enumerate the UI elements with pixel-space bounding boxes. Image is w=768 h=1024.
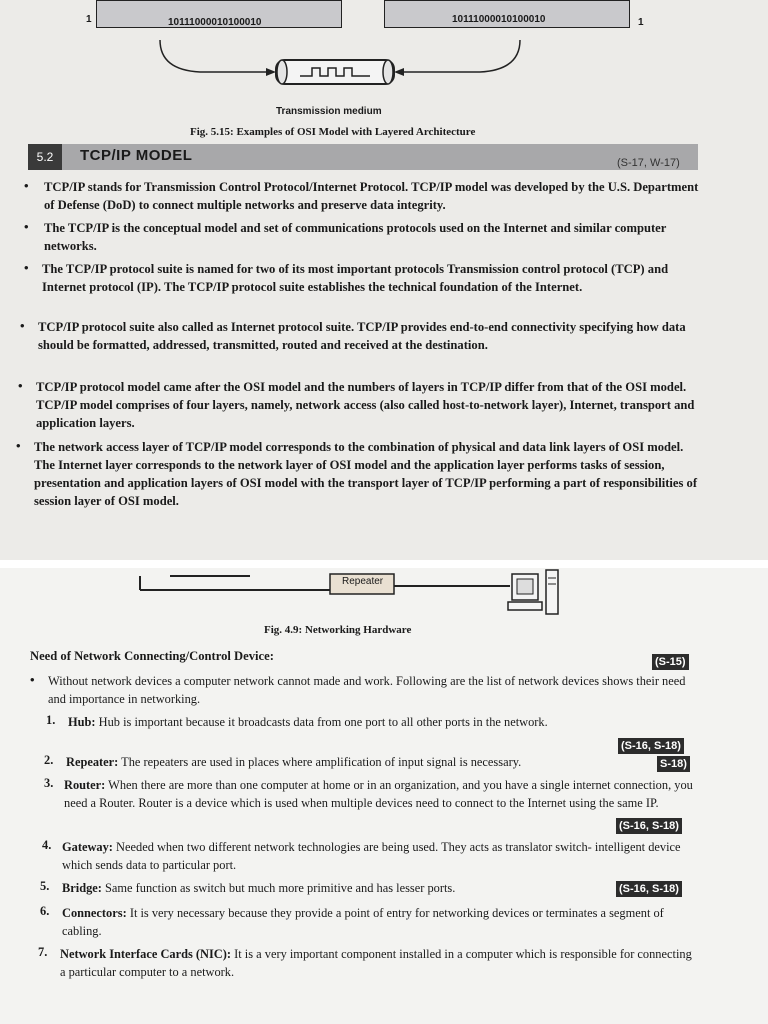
item-number: 3.	[44, 776, 54, 790]
bullet-dot: •	[16, 438, 21, 453]
bullet-dot: •	[18, 378, 23, 393]
medium-label: Transmission medium	[276, 106, 382, 117]
repeater-label: Repeater	[342, 576, 384, 587]
item-title: Hub:	[68, 715, 96, 729]
item-number: 1.	[46, 713, 56, 727]
right-frame-num: 1	[638, 17, 644, 28]
left-frame-bits: 10111000010100010	[168, 17, 262, 28]
top-figure-caption: Fig. 5.15: Examples of OSI Model with Layered Architecture	[190, 126, 476, 138]
section-bullet-5: TCP/IP protocol model came after the OSI model and the numbers of layers in TCP/IP differ from that of the OSI model. TCP/IP model comprises of four layers, namely, network access (also called host-to-network layer), Internet, transport and application layers.	[36, 380, 695, 430]
item-router	[64, 776, 694, 812]
item-tag: (S-16, S-18)	[616, 881, 682, 897]
item-number: 2.	[44, 753, 54, 767]
item-title: Router:	[64, 778, 106, 792]
item-title: Bridge:	[62, 881, 102, 895]
item-tag: (S-16, S-18)	[616, 818, 682, 834]
item-text: When there are more than one computer at home or in an organization, and you have a single internet connection, you need a Router. Router is a device which is used when multiple devices need to connect to the Internet using the same IP.	[64, 778, 693, 810]
need-heading: Need of Network Connecting/Control Device:	[30, 649, 274, 663]
item-repeater	[66, 753, 666, 771]
item-number: 7.	[38, 945, 48, 959]
need-heading-tag: (S-15)	[652, 654, 689, 670]
item-text: It is very necessary because they provide a point of entry for networking devices or terminates a segment of cabling.	[62, 906, 664, 938]
item-number: 4.	[42, 838, 52, 852]
item-title: Connectors:	[62, 906, 127, 920]
item-text: It is a very important component installed in a computer which is responsible for connecting a particular computer to a network.	[60, 947, 692, 979]
item-text: Hub is important because it broadcasts data from one port to all other ports in the network.	[98, 715, 548, 729]
section-bullet-1: TCP/IP stands for Transmission Control Protocol/Internet Protocol. TCP/IP model was developed by the U.S. Department of Defense (DoD) to connect multiple networks and preserve data integrity.	[44, 180, 699, 212]
transmission-diagram	[150, 30, 530, 110]
bottom-page	[0, 568, 768, 1024]
item-text: Needed when two different network technologies are being used. They acts as translator switch- intelligent device which sends data to particular port.	[62, 840, 681, 872]
page-gap	[0, 560, 768, 568]
item-text: The repeaters are used in places where amplification of input signal is necessary.	[121, 755, 522, 769]
bullet-dot: •	[24, 219, 29, 234]
item-title: Network Interface Cards (NIC):	[60, 947, 232, 961]
bullet-dot: •	[24, 260, 29, 275]
bottom-figure-caption: Fig. 4.9: Networking Hardware	[264, 624, 412, 636]
item-bridge	[62, 879, 602, 897]
bullet-dot: •	[30, 672, 35, 687]
section-title: TCP/IP MODEL	[80, 147, 193, 164]
bullet-dot: •	[24, 178, 29, 193]
item-title: Repeater:	[66, 755, 119, 769]
need-intro: Without network devices a computer network cannot made and work. Following are the list of network devices shows their need and importance in networking.	[48, 674, 686, 706]
item-nic	[60, 945, 694, 981]
item-tag: (S-16, S-18)	[618, 738, 684, 754]
item-tag: S-18)	[657, 756, 690, 772]
section-number: 5.2	[28, 144, 62, 170]
left-frame-num: 1	[86, 14, 92, 25]
section-bullet-3: The TCP/IP protocol suite is named for two of its most important protocols Transmission control protocol (TCP) and Internet protocol (IP). The TCP/IP protocol suite establishes the technical foundation of the Internet.	[42, 262, 669, 294]
item-connectors	[62, 904, 694, 940]
section-bullet-2: The TCP/IP is the conceptual model and set of communications protocols used on the Internet and similar computer networks.	[44, 221, 667, 253]
item-text: Same function as switch but much more primitive and has lesser ports.	[105, 881, 456, 895]
section-tag: (S-17, W-17)	[617, 157, 680, 169]
section-bullet-4: TCP/IP protocol suite also called as Internet protocol suite. TCP/IP provides end-to-end connectivity specifying how data should be formatted, addressed, transmitted, routed and received at the destination.	[38, 320, 686, 352]
section-bullet-6: The network access layer of TCP/IP model corresponds to the combination of physical and data link layers of OSI model. The Internet layer corresponds to the network layer of OSI model and the application layer performs tasks of session, presentation and application layers of OSI model with the transport layer of TCP/IP performing a part of responsibilities of session layer of OSI model.	[34, 440, 698, 508]
item-number: 6.	[40, 904, 50, 918]
item-hub	[68, 713, 568, 731]
bullet-dot: •	[20, 318, 25, 333]
item-number: 5.	[40, 879, 50, 893]
item-title: Gateway:	[62, 840, 113, 854]
item-gateway	[62, 838, 694, 874]
right-frame-bits: 10111000010100010	[452, 14, 546, 25]
